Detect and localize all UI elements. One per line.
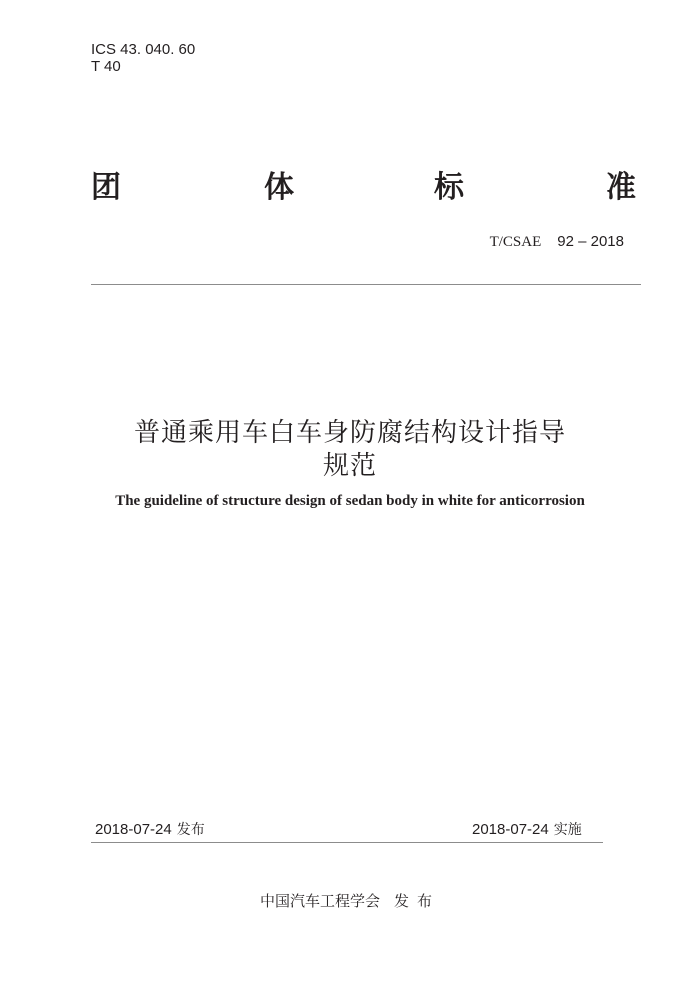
- publish-date-label: 发布: [176, 822, 205, 838]
- standard-code-number: 92 – 2018: [557, 233, 624, 250]
- publish-date-value: 2018-07-24: [95, 821, 172, 838]
- publisher-org: 中国汽车工程学会: [259, 892, 380, 910]
- title-en: The guideline of structure design of sedan body in white for anticorrosion: [115, 493, 585, 509]
- standard-type-char-4: 准: [606, 170, 636, 205]
- standard-type-char-3: 标: [434, 170, 464, 205]
- implement-date-value: 2018-07-24: [472, 821, 549, 838]
- standard-code-prefix: T/CSAE: [489, 234, 542, 250]
- publish-date: [95, 820, 205, 840]
- ccs-code: T 40: [91, 58, 121, 75]
- publisher-action: 发布: [394, 892, 441, 910]
- title-zh-line-2: 规范: [322, 451, 377, 481]
- implement-date-label: 实施: [553, 822, 582, 838]
- standard-type-char-2: 体: [264, 170, 294, 205]
- classification-block: [91, 41, 195, 75]
- ics-code: ICS 43. 040. 60: [91, 41, 196, 58]
- implement-date: [472, 820, 582, 840]
- header-divider: [91, 284, 641, 285]
- standard-code: [490, 231, 624, 252]
- title-zh-line-1: 普通乘用车白车身防腐结构设计指导: [133, 418, 566, 448]
- standard-type-char-1: 团: [91, 170, 121, 205]
- publisher: [0, 890, 700, 912]
- footer-divider: [91, 842, 603, 843]
